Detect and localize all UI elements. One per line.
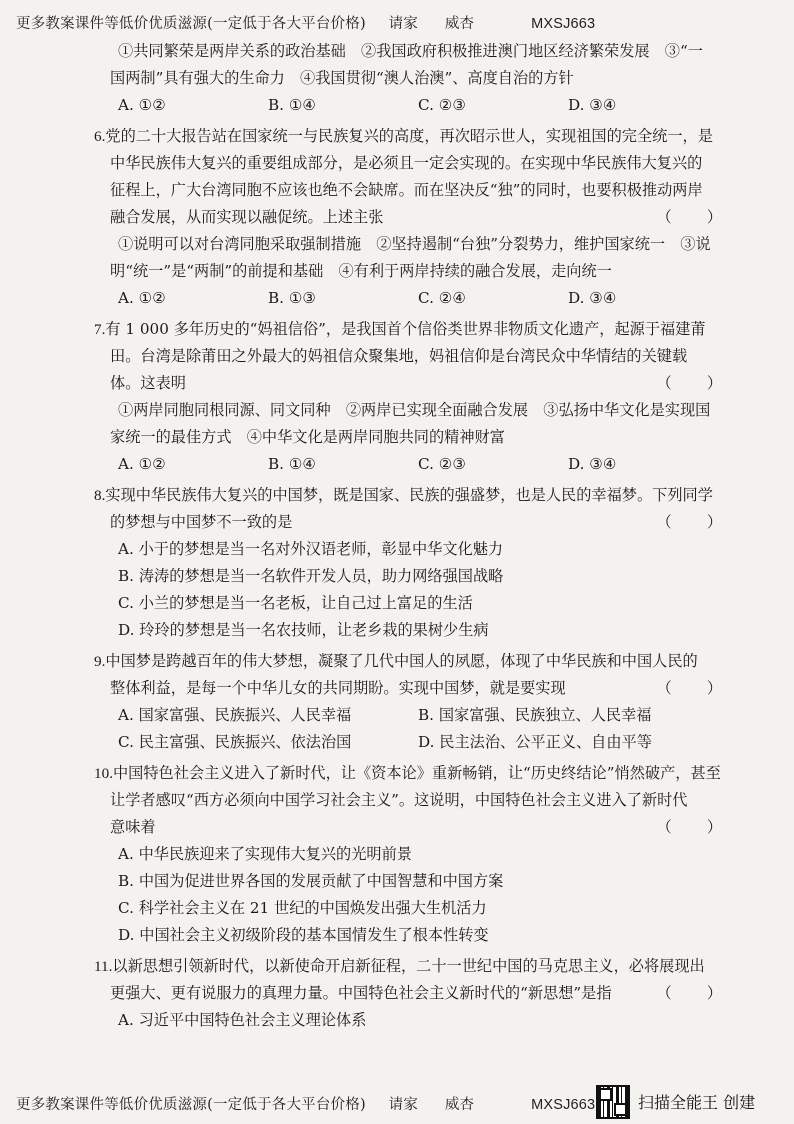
q6-choice-a[interactable]: A. ①② [118,289,166,307]
q7-choice-a[interactable]: A. ①② [118,455,166,473]
q7-option-line-2: 家统一的最佳方式 ④中华文化是两岸同胞共同的精神财富 [110,428,505,446]
q10-stem-line-2: 让学者感叹“西方必须向中国学习社会主义”。这说明，中国特色社会主义进入了新时代 [110,791,688,809]
header-code: MXSJ663 [531,16,596,32]
q10-option-c[interactable]: C. 科学社会主义在 21 世纪的中国焕发出强大生机活力 [118,899,487,917]
q6-choices [118,285,750,312]
footer-name: 威杏 [444,1097,475,1113]
question-11 [94,953,750,1034]
q8-option-d[interactable]: D. 玲玲的梦想是当一名农技师，让老乡栽的果树少生病 [118,621,489,639]
q9-option-b[interactable]: B. 国家富强、民族独立、人民幸福 [418,706,652,724]
q11-stem-line-2: 更强大、更有说服力的真理力量。中国特色社会主义新时代的“新思想”是指 （ ） [110,980,750,1007]
q5-choices [118,92,750,119]
q6-choice-b[interactable]: B. ①③ [268,289,317,307]
q6-number: 6. [94,128,106,145]
q8-answer-paren[interactable]: （ ） [656,513,732,531]
q7-stem-line-3: 体。这表明 （ ） [110,370,750,397]
q5-option-line-1: ①共同繁荣是两岸关系的政治基础 ②我国政府积极推进澳门地区经济繁荣发展 ③“一 [118,42,703,60]
q8-number: 8. [94,487,106,504]
q9-number: 9. [94,653,106,670]
q7-stem-line-1: 7.有 1 000 多年历史的“妈祖信俗”，是我国首个信俗类世界非物质文化遗产，起源于福建莆 [94,320,706,338]
q9-stem-line-1: 9.中国梦是跨越百年的伟大梦想，凝聚了几代中国人的夙愿，体现了中华民族和中国人民的 [94,652,698,670]
footer-code: MXSJ663 [531,1097,596,1113]
q7-choice-b[interactable]: B. ①④ [268,455,317,473]
q9-option-a[interactable]: A. 国家富强、民族振兴、人民幸福 [118,706,352,724]
q5-option-line-2: 国两制”具有强大的生命力 ④我国贯彻“澳人治澳”、高度自治的方针 [110,69,574,87]
q7-option-line-1: ①两岸同胞同根同源、同文同种 ②两岸已实现全面融合发展 ③弘扬中华文化是实现国 [118,401,711,419]
qr-code-icon[interactable] [596,1085,630,1119]
q7-choice-c[interactable]: C. ②③ [418,455,466,473]
q6-option-line-1: ①说明可以对台湾同胞采取强制措施 ②坚持遏制“台独”分裂势力，维护国家统一 ③说 [118,235,711,253]
question-10 [94,760,750,949]
q10-option-a[interactable]: A. 中华民族迎来了实现伟大复兴的光明前景 [118,845,412,863]
scanner-brand-label: 扫描全能王 创建 [638,1093,756,1112]
q11-number: 11. [94,958,113,975]
q8-stem-line-1: 8.实现中华民族伟大复兴的中国梦，既是国家、民族的强盛梦，也是人民的幸福梦。下列同学 [94,486,713,504]
footer-please: 请家 [388,1097,419,1113]
question-6 [94,123,750,312]
q7-choice-d[interactable]: D. ③④ [568,455,617,473]
page-header [16,12,756,33]
q9-option-c[interactable]: C. 民主富强、民族振兴、依法治国 [118,733,352,751]
q6-option-line-2: 明“统一”是“两制”的前提和基础 ④有利于两岸持续的融合发展，走向统一 [110,262,612,280]
q9-option-d[interactable]: D. 民主法治、公平正义、自由平等 [418,733,652,751]
q5-choice-b[interactable]: B. ①④ [268,96,317,114]
q7-number: 7. [94,321,106,338]
q11-option-a[interactable]: A. 习近平中国特色社会主义理论体系 [118,1011,367,1029]
q6-stem-line-3: 征程上，广大台湾同胞不应该也绝不会缺席。而在坚决反“独”的同时，也要积极推动两岸 [110,181,703,199]
q9-options-row-2 [118,729,750,756]
exam-content [94,38,750,1034]
q8-option-c[interactable]: C. 小兰的梦想是当一名老板，让自己过上富足的生活 [118,594,473,612]
q9-stem-line-2: 整体利益，是每一个中华儿女的共同期盼。实现中国梦，就是要实现 （ ） [110,675,750,702]
footer-promo: 更多教案课件等低价优质滋源(一定低于各大平台价格) [16,1097,366,1113]
q10-number: 10. [94,765,113,782]
q10-option-d[interactable]: D. 中国社会主义初级阶段的基本国情发生了根本性转变 [118,926,489,944]
question-8 [94,482,750,644]
question-9 [94,648,750,756]
q6-stem-line-4: 融合发展，从而实现以融促统。上述主张 （ ） [110,204,750,231]
header-promo: 更多教案课件等低价优质滋源(一定低于各大平台价格) [16,16,366,32]
q11-answer-paren[interactable]: （ ） [656,984,732,1002]
q9-answer-paren[interactable]: （ ） [656,679,732,697]
q7-choices [118,451,750,478]
q11-stem-line-1: 11.以新思想引领新时代，以新使命开启新征程，二十一世纪中国的马克思主义，必将展现出 [94,957,705,975]
q8-option-a[interactable]: A. 小于的梦想是当一名对外汉语老师，彰显中华文化魅力 [118,540,504,558]
q7-stem-line-2: 田。台湾是除莆田之外最大的妈祖信众聚集地，妈祖信仰是台湾民众中华情结的关键载 [110,347,688,365]
header-name: 威杏 [444,16,475,32]
q9-options-row-1 [118,702,750,729]
q10-option-b[interactable]: B. 中国为促进世界各国的发展贡献了中国智慧和中国方案 [118,872,504,890]
q7-answer-paren[interactable]: （ ） [656,374,732,392]
header-please: 请家 [388,16,419,32]
q6-answer-paren[interactable]: （ ） [656,208,732,226]
q10-answer-paren[interactable]: （ ） [656,818,732,836]
question-5 [110,38,750,119]
q8-stem-line-2: 的梦想与中国梦不一致的是 （ ） [110,509,750,536]
q6-choice-d[interactable]: D. ③④ [568,289,617,307]
q10-stem-line-1: 10.中国特色社会主义进入了新时代，让《资本论》重新畅销，让“历史终结论”悄然破产，甚至 [94,764,721,782]
q5-choice-a[interactable]: A. ①② [118,96,166,114]
q10-stem-line-3: 意味着 （ ） [110,814,750,841]
q6-stem-line-1: 6.党的二十大报告站在国家统一与民族复兴的高度，再次昭示世人，实现祖国的完全统一，是 [94,127,713,145]
q5-choice-d[interactable]: D. ③④ [568,96,617,114]
q6-stem-line-2: 中华民族伟大复兴的重要组成部分，是必须且一定会实现的。在实现中华民族伟大复兴的 [110,154,703,172]
question-7 [94,316,750,478]
q8-option-b[interactable]: B. 涛涛的梦想是当一名软件开发人员，助力网络强国战略 [118,567,504,585]
q6-choice-c[interactable]: C. ②④ [418,289,466,307]
q5-choice-c[interactable]: C. ②③ [418,96,466,114]
